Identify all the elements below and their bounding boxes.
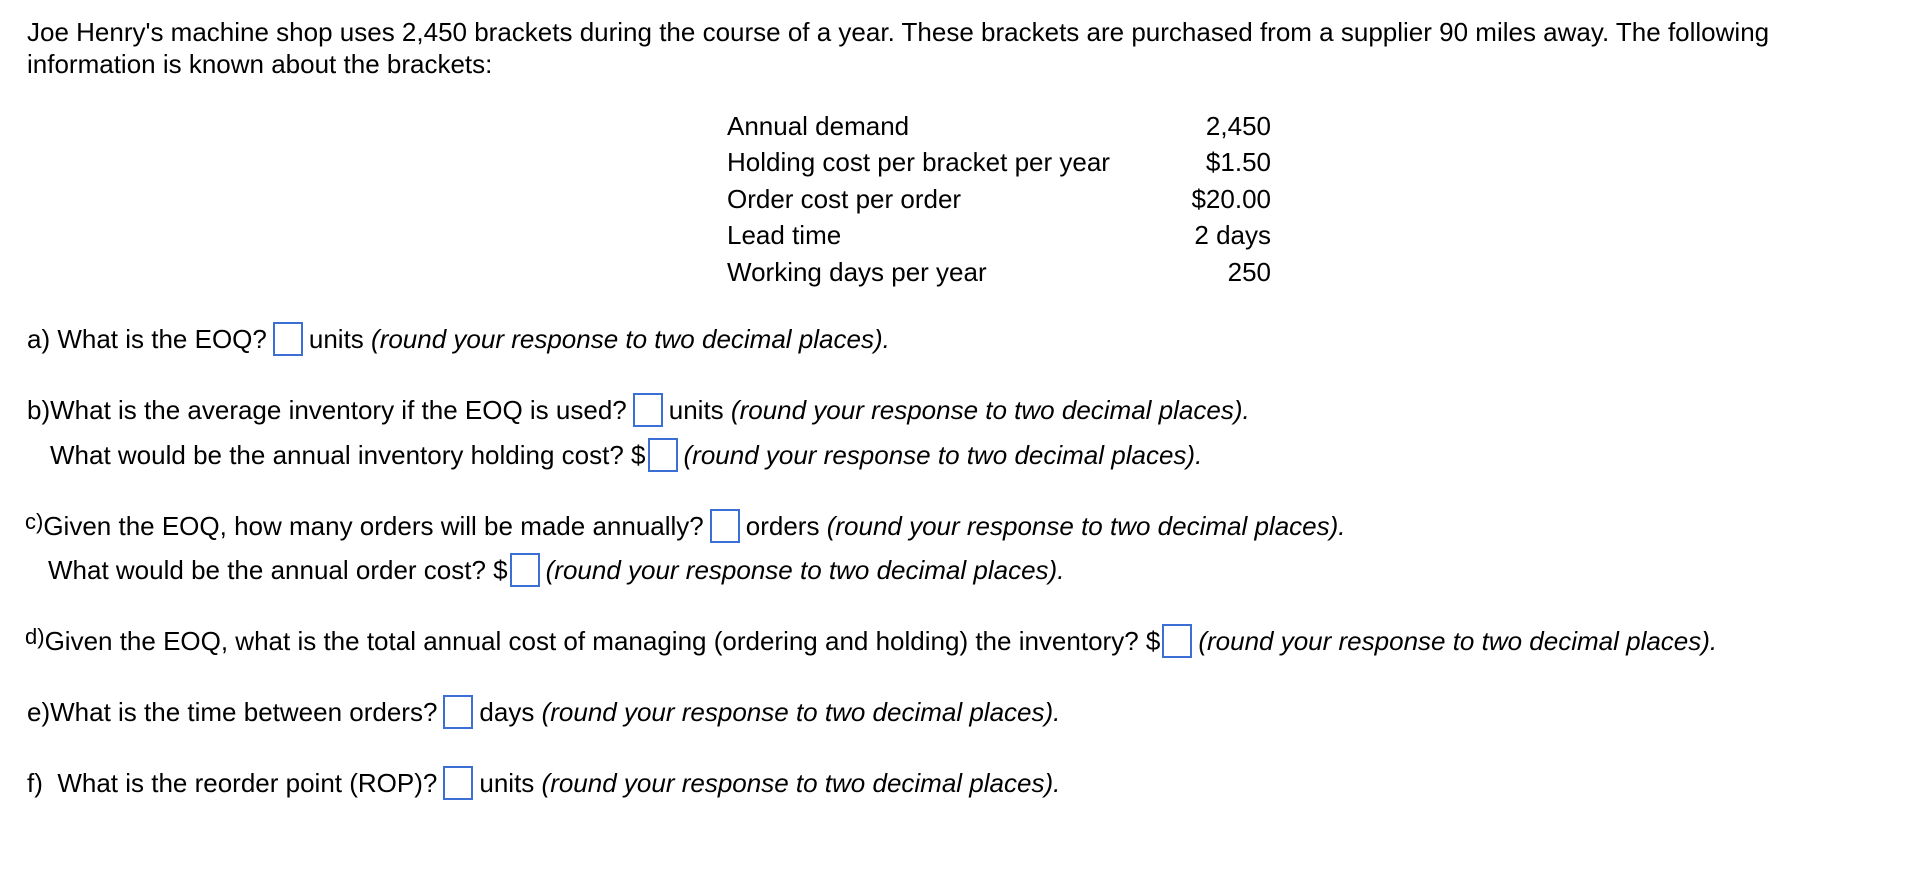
question-c1-unit: orders bbox=[745, 511, 820, 541]
question-d-total-cost bbox=[25, 624, 1717, 658]
question-b1-text: b)What is the average inventory if the EOQ is used? bbox=[27, 395, 627, 425]
average-inventory-input[interactable] bbox=[633, 393, 663, 427]
rounding-note: (round your response to two decimal places). bbox=[826, 511, 1346, 541]
question-e-text: e)What is the time between orders? bbox=[27, 697, 438, 727]
table-row bbox=[727, 108, 1271, 144]
question-c-letter: c) bbox=[25, 509, 44, 534]
question-c1-text: Given the EOQ, how many orders will be made annually? bbox=[43, 511, 704, 541]
bracket-data-table bbox=[727, 108, 1271, 290]
row-value: $20.00 bbox=[1191, 183, 1271, 214]
question-c2-text: What would be the annual order cost? $ bbox=[48, 555, 508, 585]
order-cost-input[interactable] bbox=[510, 553, 540, 587]
row-value: 2,450 bbox=[1205, 111, 1271, 141]
rounding-note: (round your response to two decimal places). bbox=[683, 440, 1203, 470]
orders-per-year-input[interactable] bbox=[710, 509, 740, 543]
row-label: Holding cost per bracket per year bbox=[727, 147, 1110, 178]
row-label: Annual demand bbox=[727, 111, 910, 141]
question-f-text: f) What is the reorder point (ROP)? bbox=[27, 768, 438, 798]
question-b-holding-cost bbox=[50, 438, 1202, 472]
table-row bbox=[727, 181, 1271, 217]
question-c-order-cost bbox=[48, 553, 1064, 587]
row-label: Lead time bbox=[727, 220, 842, 251]
problem-intro: Joe Henry's machine shop uses 2,450 brackets during the course of a year. These brackets are purchased from a supplier 90 miles away. The following information is known about the brackets: bbox=[27, 17, 1770, 79]
time-between-orders-input[interactable] bbox=[443, 695, 473, 729]
question-c-orders bbox=[25, 509, 1346, 543]
question-b-average-inventory bbox=[27, 393, 1250, 427]
question-d-text: Given the EOQ, what is the total annual cost of managing (ordering and holding) the inventory? $ bbox=[44, 626, 1161, 656]
question-a-unit: units bbox=[308, 324, 364, 354]
rounding-note: (round your response to two decimal places). bbox=[730, 395, 1250, 425]
rounding-note: (round your response to two decimal places). bbox=[371, 324, 890, 354]
rounding-note: (round your response to two decimal places). bbox=[545, 555, 1065, 585]
row-value: 250 bbox=[1227, 256, 1271, 287]
question-f-unit: units bbox=[479, 768, 535, 798]
row-label: Order cost per order bbox=[727, 183, 962, 214]
question-a-text: a) What is the EOQ? bbox=[27, 324, 267, 354]
row-label: Working days per year bbox=[727, 256, 987, 287]
rounding-note: (round your response to two decimal places). bbox=[541, 697, 1061, 727]
question-d-letter: d) bbox=[25, 624, 45, 649]
question-f-reorder-point bbox=[27, 766, 1060, 800]
question-e-time-between-orders bbox=[27, 695, 1060, 729]
reorder-point-input[interactable] bbox=[443, 766, 473, 800]
row-value: $1.50 bbox=[1205, 147, 1271, 178]
table-row bbox=[727, 254, 1271, 290]
holding-cost-input[interactable] bbox=[648, 438, 678, 472]
question-b2-text: What would be the annual inventory holding cost? $ bbox=[50, 440, 646, 470]
total-cost-input[interactable] bbox=[1162, 624, 1192, 658]
table-row bbox=[727, 217, 1271, 253]
rounding-note: (round your response to two decimal places). bbox=[1198, 626, 1718, 656]
rounding-note: (round your response to two decimal places). bbox=[541, 768, 1061, 798]
question-e-unit: days bbox=[479, 697, 535, 727]
eoq-answer-input[interactable] bbox=[273, 322, 303, 356]
question-a bbox=[27, 322, 890, 356]
table-row bbox=[727, 144, 1271, 180]
row-value: 2 days bbox=[1194, 220, 1271, 251]
question-b1-unit: units bbox=[668, 395, 724, 425]
